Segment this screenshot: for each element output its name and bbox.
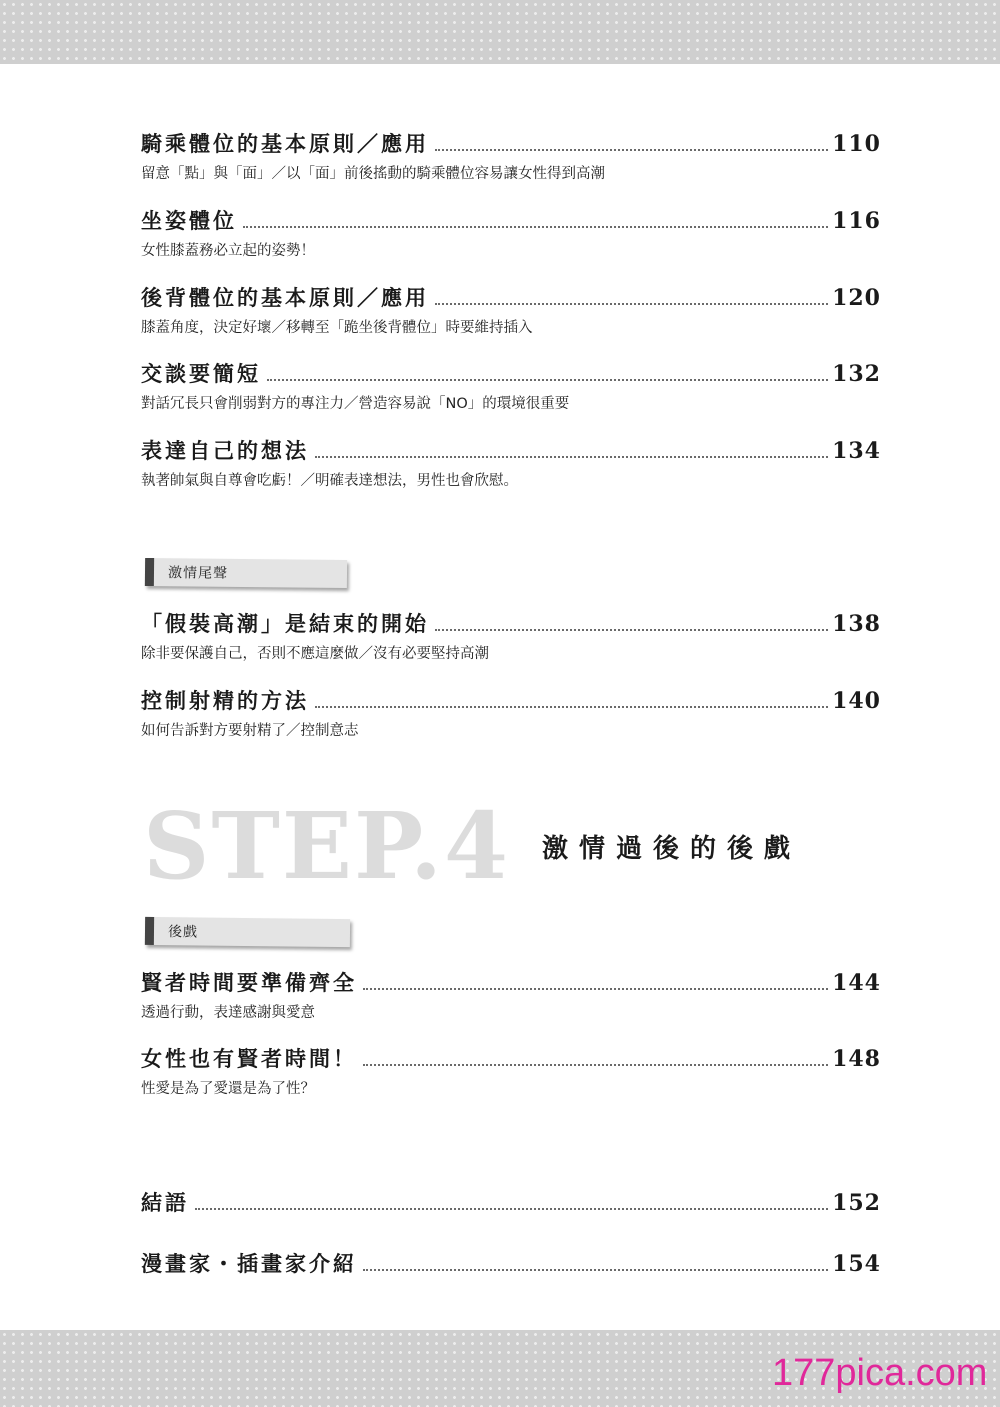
toc-page-number: 154	[832, 1251, 881, 1277]
toc-entry-title: 表達自己的想法	[141, 439, 309, 463]
dot-leader	[243, 226, 828, 228]
dot-leader	[435, 629, 828, 631]
toc-entry-subtitle: 如何告訴對方要射精了／控制意志	[141, 723, 359, 739]
toc-entry[interactable]	[141, 205, 881, 260]
toc-entry-title: 騎乘體位的基本原則／應用	[141, 132, 429, 156]
toc-page-number: 120	[832, 285, 881, 311]
section-label	[145, 558, 347, 588]
toc-entry[interactable]	[141, 608, 881, 663]
toc-page-number: 116	[832, 208, 881, 234]
label-marker	[145, 917, 154, 945]
toc-entry-title: 後背體位的基本原則／應用	[141, 286, 429, 310]
toc-page-number: 140	[832, 688, 881, 714]
toc-entry-subtitle: 性愛是為了愛還是為了性？	[141, 1081, 315, 1097]
toc-page-number: 152	[832, 1190, 881, 1216]
toc-entry[interactable]	[141, 128, 881, 183]
section-label	[145, 917, 350, 947]
toc-entry-subtitle: 執著帥氣與自尊會吃虧！／明確表達想法，男性也會欣慰。	[141, 473, 518, 489]
toc-page-number: 138	[832, 611, 881, 637]
toc-entry-subtitle: 透過行動，表達感謝與愛意	[141, 1005, 315, 1021]
dot-leader	[363, 1064, 828, 1066]
dot-leader	[267, 379, 828, 381]
toc-entry-subtitle: 膝蓋角度，決定好壞／移轉至「跪坐後背體位」時要維持插入	[141, 320, 533, 336]
toc-page-number: 110	[832, 131, 881, 157]
toc-entry-title: 結語	[141, 1191, 189, 1215]
toc-entry[interactable]	[141, 1187, 881, 1217]
toc-entry[interactable]	[141, 685, 881, 740]
toc-page-number: 148	[832, 1046, 881, 1072]
toc-entry[interactable]	[141, 1248, 881, 1278]
watermark-text: 177pica.com	[772, 1352, 988, 1394]
toc-entry-subtitle: 留意「點」與「面」／以「面」前後搖動的騎乘體位容易讓女性得到高潮	[141, 166, 605, 182]
step-number: STEP.4	[143, 792, 511, 900]
toc-entry-subtitle: 對話冗長只會削弱對方的專注力／營造容易說「NO」的環境很重要	[141, 396, 570, 412]
toc-page-number: 144	[832, 970, 881, 996]
toc-page-number: 134	[832, 438, 881, 464]
toc-entry[interactable]	[141, 1043, 881, 1098]
toc-entry-title: 「假裝高潮」是結束的開始	[141, 612, 429, 636]
toc-entry-title: 坐姿體位	[141, 209, 237, 233]
toc-entry-title: 控制射精的方法	[141, 689, 309, 713]
dot-leader	[363, 988, 828, 990]
toc-entry-subtitle: 女性膝蓋務必立起的姿勢！	[141, 243, 315, 259]
toc-entry[interactable]	[141, 435, 881, 490]
top-dotted-band	[0, 0, 1000, 64]
toc-entry[interactable]	[141, 358, 881, 413]
section-label-text: 後戲	[167, 924, 199, 941]
toc-entry[interactable]	[141, 967, 881, 1022]
toc-entry-title: 女性也有賢者時間！	[141, 1047, 357, 1071]
dot-leader	[435, 149, 828, 151]
dot-leader	[315, 706, 828, 708]
toc-entry-subtitle: 除非要保護自己，否則不應這麼做／沒有必要堅持高潮	[141, 646, 489, 662]
toc-entry-title: 賢者時間要準備齊全	[141, 971, 357, 995]
toc-entry[interactable]	[141, 282, 881, 337]
dot-leader	[363, 1269, 828, 1271]
toc-entry-title: 漫畫家・插畫家介紹	[141, 1252, 357, 1276]
toc-entry-title: 交談要簡短	[141, 362, 261, 386]
label-marker	[145, 558, 154, 586]
step-title: 激情過後的後戲	[542, 834, 802, 864]
dot-leader	[315, 456, 828, 458]
section-label-text: 激情尾聲	[167, 565, 229, 582]
dot-leader	[195, 1208, 828, 1210]
toc-page-number: 132	[832, 361, 881, 387]
dot-leader	[435, 303, 828, 305]
